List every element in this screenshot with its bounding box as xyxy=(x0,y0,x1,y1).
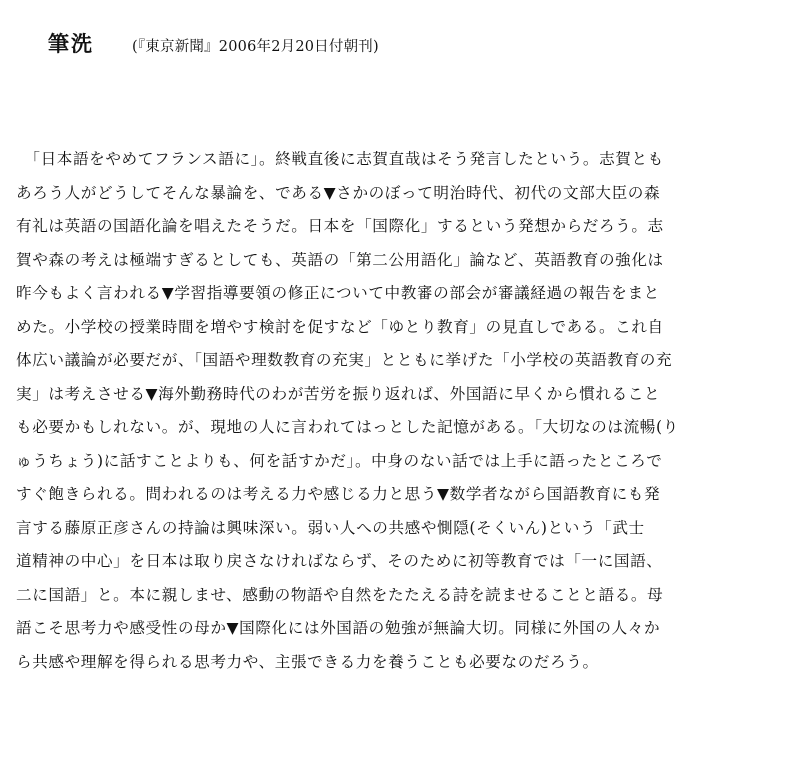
text-line: 「日本語をやめてフランス語に」。終戦直後に志賀直哉はそう発言したという。志賀とも xyxy=(16,150,664,168)
text-line: ゅうちょう)に話すことよりも、何を話すかだ」。中身のない話では上手に語ったところで xyxy=(16,451,663,470)
article-header xyxy=(48,28,379,64)
source-citation: (『東京新聞』2006年2月20日付朝刊) xyxy=(132,39,379,55)
text-line: 言する藤原正彦さんの持論は興味深い。弱い人への共感や惻隠(そくいん)という「武士 xyxy=(16,518,645,537)
text-line: 二に国語」と。本に親しませ、感動の物語や自然をたたえる詩を読ませることと語る。母 xyxy=(16,585,664,604)
text-line: すぐ飽きられる。問われるのは考える力や感じる力と思う▼数学者ながら国語教育にも発 xyxy=(16,485,661,503)
text-line: あろう人がどうしてそんな暴論を、である▼さかのぼって明治時代、初代の文部大臣の森 xyxy=(16,183,661,202)
text-line: めた。小学校の授業時間を増やす検討を促すなど「ゆとり教育」の見直しである。これ自 xyxy=(16,317,664,336)
text-line: 昨今もよく言われる▼学習指導要領の修正について中教審の部会が審議経過の報告をまと xyxy=(16,284,660,302)
text-line: も必要かもしれない。が、現地の人に言われてはっとした記憶がある。「大切なのは流暢(り xyxy=(16,418,679,436)
text-line: 実」は考えさせる▼海外勤務時代のわが苦労を振り返れば、外国語に早くから慣れること xyxy=(16,384,661,403)
article-body xyxy=(16,143,776,679)
text-line: 体広い議論が必要だが、「国語や理数教育の充実」とともに挙げた「小学校の英語教育の充 xyxy=(16,351,673,369)
column-title: 筆洗 xyxy=(48,32,94,56)
text-line: 語こそ思考力や感受性の母か▼国際化には外国語の勉強が無論大切。同様に外国の人々か xyxy=(16,619,661,637)
text-line: 道精神の中心」を日本は取り戻さなければならず、そのために初等教育では「一に国語、 xyxy=(16,552,663,570)
text-line: 賀や森の考えは極端すぎるとしても、英語の「第二公用語化」論など、英語教育の強化は xyxy=(16,250,664,269)
text-line: 有礼は英語の国語化論を唱えたそうだ。日本を「国際化」するという発想からだろう。志 xyxy=(16,217,664,235)
text-line: ら共感や理解を得られる思考力や、主張できる力を養うことも必要なのだろう。 xyxy=(16,652,599,671)
